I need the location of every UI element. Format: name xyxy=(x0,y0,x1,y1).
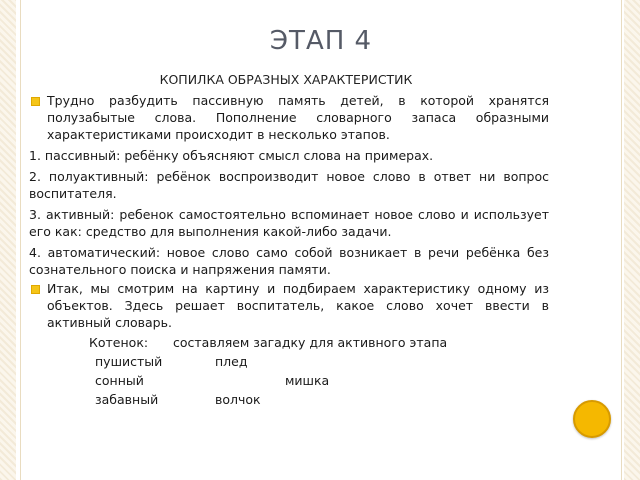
riddle-label: Котенок: xyxy=(89,335,149,350)
example-text: Итак, мы смотрим на картину и подбираем характеристику одному из объектов. Здесь решает воспитатель, какое слово хочет ввести в активный словарь. xyxy=(47,281,549,330)
word-adjective: забавный xyxy=(95,392,159,407)
word-adjective: пушистый xyxy=(95,354,163,369)
decorative-circle xyxy=(573,400,611,438)
riddle-row xyxy=(29,334,549,353)
decorative-border-left xyxy=(0,0,16,480)
slide-title: ЭТАП 4 xyxy=(269,26,373,56)
word-adjective: сонный xyxy=(95,373,144,388)
word-row xyxy=(29,372,549,391)
example-bullet xyxy=(29,280,549,331)
word-noun: плед xyxy=(215,354,248,369)
word-list xyxy=(29,334,549,410)
step-1: 1. пассивный: ребёнку объясняют смысл слова на примерах. xyxy=(29,148,434,163)
word-noun: волчок xyxy=(215,392,261,407)
step-4: 4. автоматический: новое слово само собой возникает в речи ребёнка без сознательного поиска и напряжения памяти. xyxy=(29,245,549,277)
riddle-note: составляем загадку для активного этапа xyxy=(173,335,448,350)
slide-body xyxy=(29,92,549,410)
word-row xyxy=(29,353,549,372)
intro-text: Трудно разбудить пассивную память детей, в которой хранятся полузабытые слова. Пополнение словарного запаса образными характеристиками происходит в несколько этапов. xyxy=(47,93,549,142)
decorative-border-right xyxy=(624,0,640,480)
word-noun: мишка xyxy=(285,373,330,388)
intro-bullet xyxy=(29,92,549,143)
step-2: 2. полуактивный: ребёнок воспроизводит новое слово в ответ ни вопрос воспитателя. xyxy=(29,169,549,201)
step-3: 3. активный: ребенок самостоятельно вспоминает новое слово и использует его как: средство для выполнения какой-либо задачи. xyxy=(29,207,549,239)
slide xyxy=(20,0,622,480)
slide-subtitle: КОПИЛКА ОБРАЗНЫХ ХАРАКТЕРИСТИК xyxy=(159,72,413,87)
word-row xyxy=(29,391,549,410)
